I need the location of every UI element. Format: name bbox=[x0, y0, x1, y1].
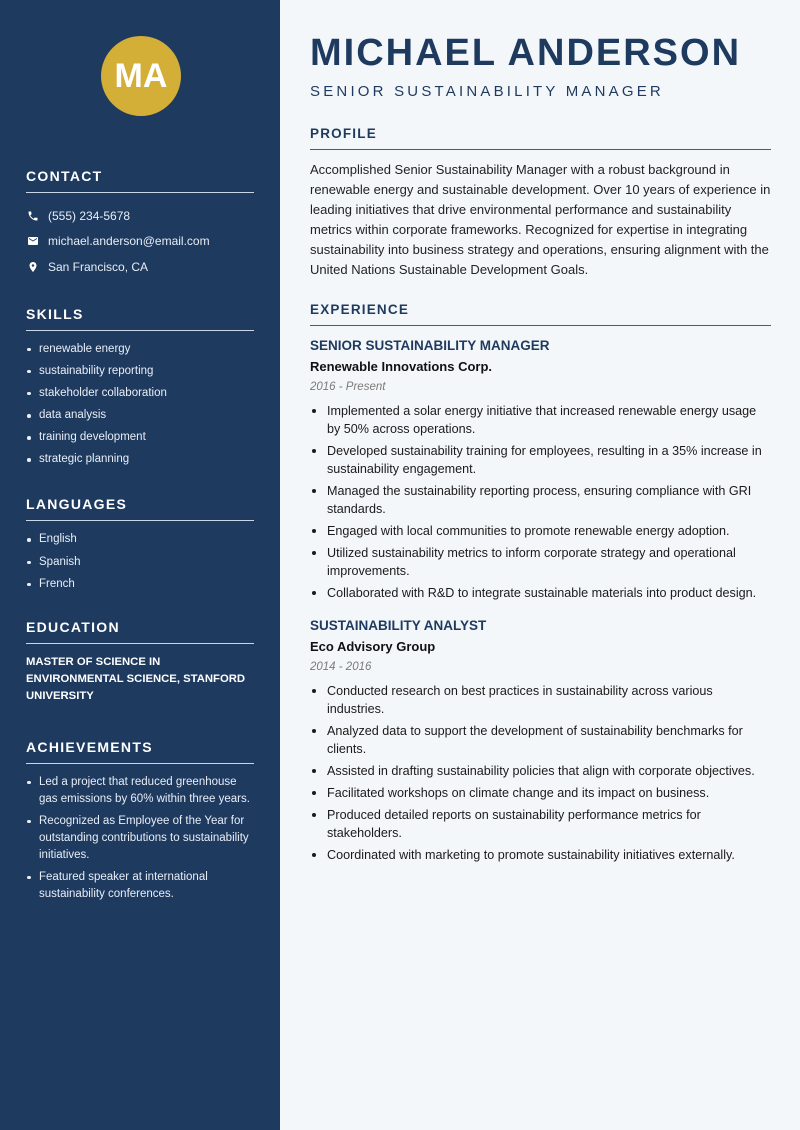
achievement-item: Led a project that reduced greenhouse gas emissions by 60% within three years. bbox=[26, 774, 254, 808]
skill-item: sustainability reporting bbox=[26, 363, 254, 380]
education-section bbox=[26, 619, 254, 705]
job-bullet: Conducted research on best practices in sustainability across various industries. bbox=[310, 682, 771, 718]
job-bullet: Utilized sustainability metrics to inform corporate strategy and operational improvements. bbox=[310, 544, 771, 580]
avatar-initials: MA bbox=[114, 56, 168, 95]
job-bullet: Developed sustainability training for employees, resulting in a 35% increase in sustainability engagement. bbox=[310, 442, 771, 478]
achievement-item: Recognized as Employee of the Year for outstanding contributions to sustainability initiatives. bbox=[26, 813, 254, 864]
contact-location-text: San Francisco, CA bbox=[48, 259, 149, 274]
skill-item: stakeholder collaboration bbox=[26, 385, 254, 402]
contact-phone bbox=[26, 203, 254, 229]
job-title: SUSTAINABILITY ANALYST bbox=[310, 618, 487, 633]
language-item: Spanish bbox=[26, 554, 254, 571]
achievements-heading: ACHIEVEMENTS bbox=[26, 739, 254, 764]
job-company: Renewable Innovations Corp. bbox=[310, 359, 493, 374]
job-company: Eco Advisory Group bbox=[310, 639, 436, 654]
education-heading: EDUCATION bbox=[26, 619, 254, 644]
languages-heading: LANGUAGES bbox=[26, 496, 254, 521]
sidebar bbox=[0, 0, 280, 1130]
job-entry bbox=[310, 618, 771, 864]
candidate-name: MICHAEL ANDERSON bbox=[310, 32, 742, 74]
job-dates: 2016 - Present bbox=[310, 381, 386, 393]
location-icon bbox=[26, 260, 40, 274]
contact-phone-text[interactable]: (555) 234-5678 bbox=[48, 208, 131, 223]
candidate-title: SENIOR SUSTAINABILITY MANAGER bbox=[310, 83, 664, 100]
job-bullet: Facilitated workshops on climate change and its impact on business. bbox=[310, 784, 771, 802]
job-bullet: Collaborated with R&D to integrate sustainable materials into product design. bbox=[310, 584, 771, 602]
language-item: English bbox=[26, 531, 254, 548]
job-dates: 2014 - 2016 bbox=[310, 661, 372, 673]
skill-item: data analysis bbox=[26, 407, 254, 424]
profile-text: Accomplished Senior Sustainability Manager with a robust background in renewable energy and sustainable development. Over 10 years of experience in leading initiatives that drive environmental performance and sustainability metrics within corporate frameworks. Recognized for expertise in integrating sustainability into business strategy and operations, ensuring alignment with the United Nations Sustainable Development Goals. bbox=[310, 162, 771, 277]
language-item: French bbox=[26, 576, 254, 593]
avatar bbox=[101, 36, 181, 116]
main-content bbox=[280, 0, 800, 1130]
skills-heading: SKILLS bbox=[26, 306, 254, 331]
education-degree: MASTER OF SCIENCE IN ENVIRONMENTAL SCIENCE, STANFORD UNIVERSITY bbox=[26, 655, 246, 702]
job-bullet: Coordinated with marketing to promote sustainability initiatives externally. bbox=[310, 846, 771, 864]
job-bullet: Managed the sustainability reporting process, ensuring compliance with GRI standards. bbox=[310, 482, 771, 518]
languages-section bbox=[26, 496, 254, 592]
experience-heading: EXPERIENCE bbox=[310, 302, 771, 326]
job-bullets bbox=[310, 402, 771, 602]
profile-heading: PROFILE bbox=[310, 126, 771, 150]
job-bullet: Analyzed data to support the development of sustainability benchmarks for clients. bbox=[310, 722, 771, 758]
skill-item: strategic planning bbox=[26, 451, 254, 468]
profile-section bbox=[310, 126, 771, 280]
phone-icon bbox=[26, 209, 40, 223]
skills-section bbox=[26, 306, 254, 469]
email-icon bbox=[26, 234, 40, 248]
achievements-section bbox=[26, 739, 254, 903]
contact-email-text[interactable]: michael.anderson@email.com bbox=[48, 234, 210, 249]
contact-location bbox=[26, 254, 254, 280]
job-entry bbox=[310, 338, 771, 602]
job-bullets bbox=[310, 682, 771, 864]
languages-list bbox=[26, 531, 254, 592]
contact-email bbox=[26, 229, 254, 255]
experience-section bbox=[310, 302, 771, 864]
job-bullet: Implemented a solar energy initiative that increased renewable energy usage by 50% across operations. bbox=[310, 402, 771, 438]
skills-list bbox=[26, 341, 254, 469]
achievements-list bbox=[26, 774, 254, 903]
job-title: SENIOR SUSTAINABILITY MANAGER bbox=[310, 338, 550, 353]
contact-section bbox=[26, 168, 254, 280]
job-bullet: Produced detailed reports on sustainability performance metrics for stakeholders. bbox=[310, 806, 771, 842]
contact-heading: CONTACT bbox=[26, 168, 254, 193]
job-bullet: Engaged with local communities to promote renewable energy adoption. bbox=[310, 522, 771, 540]
skill-item: renewable energy bbox=[26, 341, 254, 358]
job-bullet: Assisted in drafting sustainability policies that align with corporate objectives. bbox=[310, 762, 771, 780]
achievement-item: Featured speaker at international sustainability conferences. bbox=[26, 869, 254, 903]
skill-item: training development bbox=[26, 429, 254, 446]
